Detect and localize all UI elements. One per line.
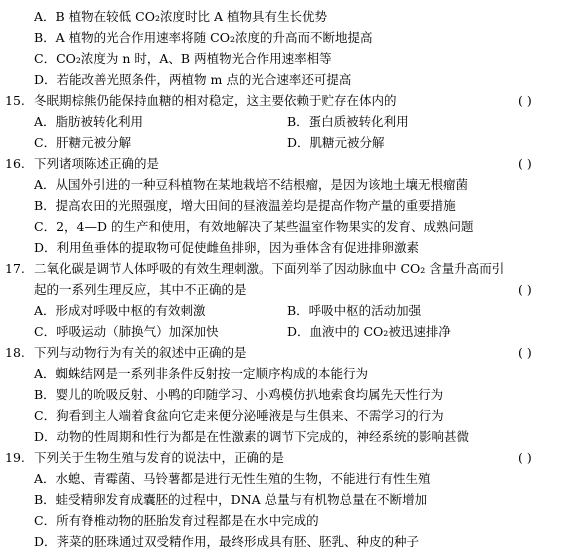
q17-stem-2: 起的一系列生理反应，其中不正确的是 [34,282,247,297]
q16-answer-blank: ( ) [518,156,532,171]
q18-option-a: A．蜘蛛结网是一系列非条件反射按一定顺序构成的本能行为 [34,366,369,381]
q15-answer-blank: ( ) [518,93,532,108]
q15-option-d: D．肌糖元被分解 [287,135,385,150]
q19-option-a: A．水螅、青霉菌、马铃薯都是进行无性生殖的生物，不能进行有性生殖 [34,471,431,486]
q19-option-b: B．蛙受精卵发育成囊胚的过程中，DNA 总量与有机物总量在不断增加 [34,492,428,507]
q15-number: 15. [5,93,25,108]
q18-option-c: C．狗看到主人端着食盆向它走来便分泌唾液是与生俱来、不需学习的行为 [34,408,444,423]
q14-option-c: C．CO₂浓度为 n 时，A、B 两植物光合作用速率相等 [34,51,332,66]
q16-option-c: C．2，4—D 的生产和使用，有效地解决了某些温室作物果实的发育、成熟问题 [34,219,474,234]
q19-stem: 下列关于生物生殖与发育的说法中，正确的是 [34,450,285,465]
q18-answer-blank: ( ) [518,345,532,360]
q15-option-b: B．蛋白质被转化利用 [287,114,409,129]
q18-option-d: D．动物的性周期和性行为都是在性激素的调节下完成的，神经系统的影响甚微 [34,429,470,444]
q17-option-b: B．呼吸中枢的活动加强 [287,303,422,318]
q15-option-a: A．脂肪被转化利用 [34,114,144,129]
q14-option-d: D．若能改善光照条件，两植物 m 点的光合速率还可提高 [34,72,352,87]
q18-number: 18. [5,345,25,360]
q14-option-a: A．B 植物在较低 CO₂浓度时比 A 植物具有生长优势 [34,9,327,24]
q17-number: 17. [5,261,25,276]
q18-stem: 下列与动物行为有关的叙述中正确的是 [34,345,247,360]
q16-number: 16. [5,156,25,171]
q17-answer-blank: ( ) [518,282,532,297]
q19-option-d: D．荠菜的胚珠通过双受精作用，最终形成具有胚、胚乳、种皮的种子 [34,534,420,549]
q17-option-a: A．形成对呼吸中枢的有效刺激 [34,303,206,318]
q16-option-d: D．利用鱼垂体的提取物可促使雌鱼排卵，因为垂体含有促进排卵激素 [34,240,420,255]
q14-option-b: B．A 植物的光合作用速率将随 CO₂浓度的升高而不断地提高 [34,30,373,45]
q17-stem-1: 二氧化碳是调节人体呼吸的有效生理刺激。下面列举了因动脉血中 CO₂ 含量升高而引 [34,261,505,276]
q16-option-b: B．提高农田的光照强度，增大田间的昼液温差均是提高作物产量的重要措施 [34,198,456,213]
q15-option-c: C．肝糖元被分解 [34,135,132,150]
q16-stem: 下列诸项陈述正确的是 [34,156,160,171]
q19-number: 19. [5,450,25,465]
q17-option-c: C．呼吸运动（肺换气）加深加快 [34,324,219,339]
q15-stem: 冬眠期棕熊仍能保持血糖的相对稳定，这主要依赖于贮存在体内的 [34,93,397,108]
q17-option-d: D．血液中的 CO₂被迅速排净 [287,324,451,339]
q16-option-a: A．从国外引进的一种豆科植物在某地栽培不结根瘤，是因为该地土壤无根瘤菌 [34,177,469,192]
q19-answer-blank: ( ) [518,450,532,465]
q19-option-c: C．所有脊椎动物的胚胎发育过程都是在水中完成的 [34,513,319,528]
q18-option-b: B．婴儿的吮吸反射、小鸭的印随学习、小鸡模仿扒地索食均属先天性行为 [34,387,444,402]
